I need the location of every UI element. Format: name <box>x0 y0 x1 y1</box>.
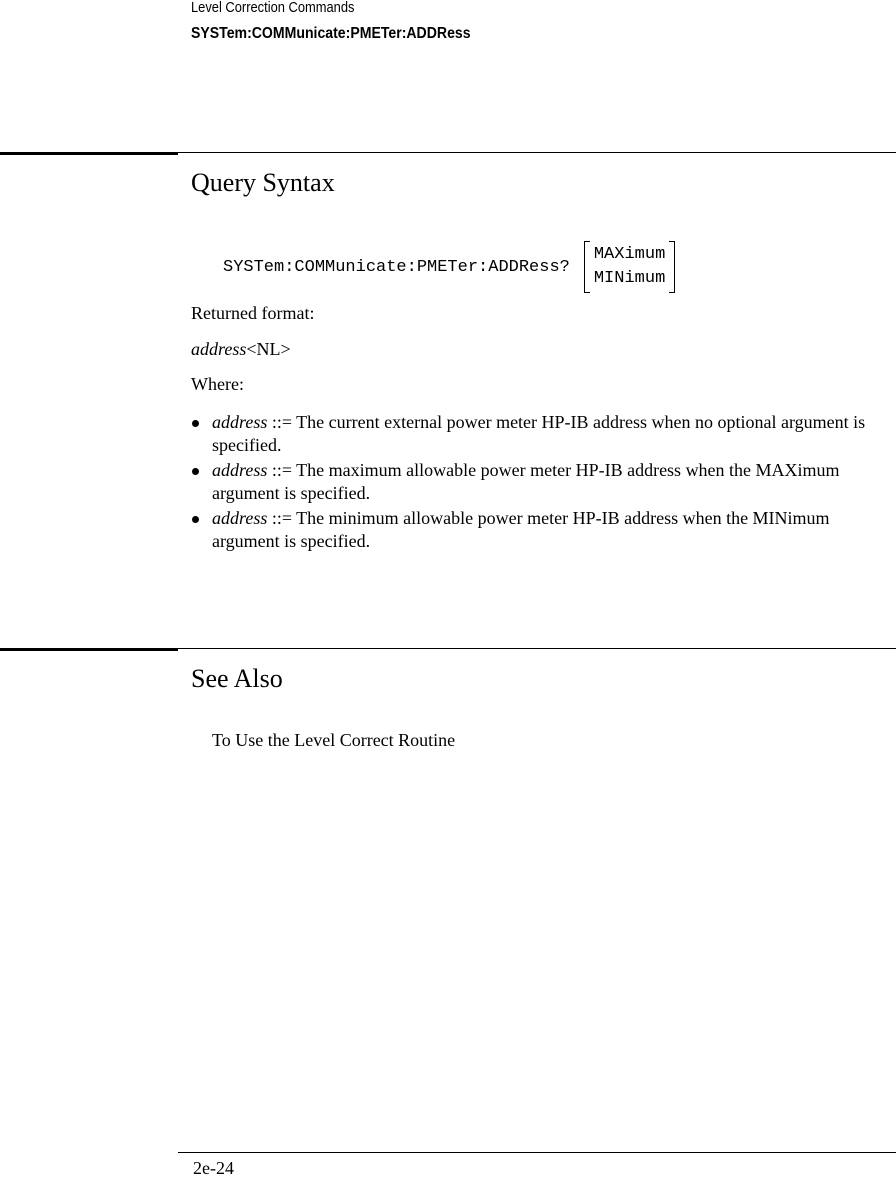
syntax-option-minimum: MINimum <box>593 269 666 288</box>
page-number: 2e-24 <box>193 1158 234 1178</box>
returned-format-line <box>191 339 291 360</box>
bullet-icon <box>192 468 199 475</box>
returned-format-suffix: <NL> <box>246 339 291 359</box>
query-syntax-heading: Query Syntax <box>191 168 335 197</box>
section-rule-thin <box>178 152 896 153</box>
syntax-options-bracket <box>584 243 675 291</box>
section-rule-thick <box>0 648 178 651</box>
syntax-option-maximum: MAXimum <box>593 245 666 264</box>
address-term: address <box>212 460 268 480</box>
bullet-icon <box>192 420 199 427</box>
address-description: ::= The maximum allowable power meter HP-IB address when the MAXimum argument is specified. <box>212 460 840 503</box>
list-item <box>191 507 896 553</box>
see-also-link-level-correct-routine[interactable]: To Use the Level Correct Routine <box>212 730 456 750</box>
address-definition-list <box>191 411 896 555</box>
syntax-command: SYSTem:COMMunicate:PMETer:ADDRess? <box>223 257 570 277</box>
see-also-heading: See Also <box>191 664 283 693</box>
bullet-icon <box>192 516 199 523</box>
returned-format-label: Returned format: <box>191 303 315 323</box>
right-bracket-icon <box>669 241 675 293</box>
address-term: address <box>212 412 268 432</box>
returned-format-value: address <box>191 339 247 359</box>
address-description: ::= The minimum allowable power meter HP-IB address when the MINimum argument is specified. <box>212 508 830 551</box>
left-bracket-icon <box>584 241 590 293</box>
running-header-section: Level Correction Commands <box>191 0 355 16</box>
query-syntax-statement <box>223 243 675 291</box>
address-description: ::= The current external power meter HP-IB address when no optional argument is specified. <box>212 412 866 455</box>
section-rule-thin <box>178 648 896 649</box>
list-item <box>191 411 896 457</box>
section-rule-thick <box>0 152 178 155</box>
footer-rule <box>178 1152 896 1153</box>
running-header-command: SYSTem:COMMunicate:PMETer:ADDRess <box>191 25 471 42</box>
list-item <box>191 459 896 505</box>
address-term: address <box>212 508 268 528</box>
where-label: Where: <box>191 374 244 394</box>
